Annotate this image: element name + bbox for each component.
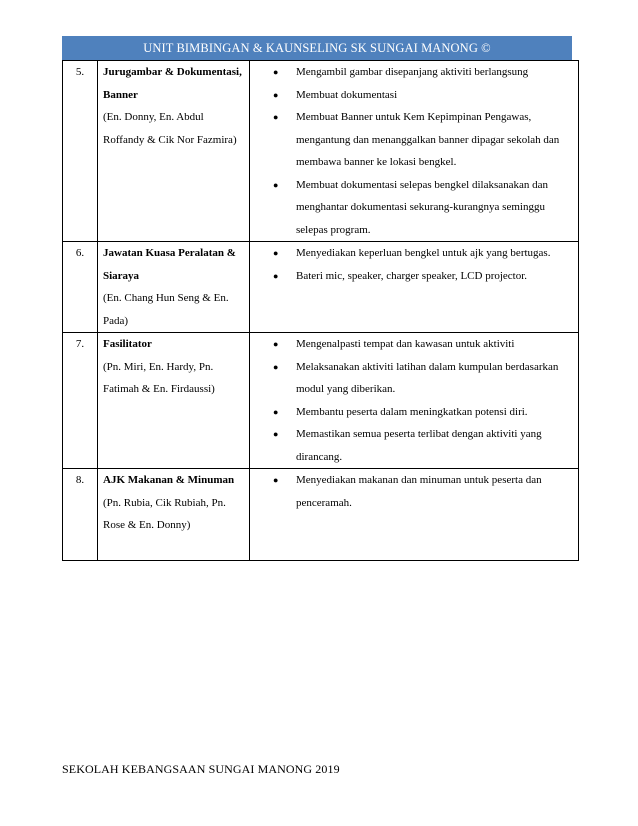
bullet-icon: ● <box>273 179 279 190</box>
task-text: Bateri mic, speaker, charger speaker, LCD projector. <box>296 269 528 282</box>
task-text: Menyediakan makanan dan minuman untuk peserta dan penceramah. <box>296 474 542 509</box>
bullet-icon: ● <box>273 67 279 77</box>
role-title: Jurugambar & Dokumentasi, Banner <box>103 66 242 101</box>
list-item <box>250 174 572 242</box>
role-people: (Pn. Rubia, Cik Rubiah, Pn. Rose & En. Donny) <box>103 496 226 531</box>
task-text: Menyediakan keperluan bengkel untuk ajk yang bertugas. <box>296 247 551 259</box>
table-row <box>63 469 579 561</box>
task-list <box>250 469 572 514</box>
task-text: Membuat Banner untuk Kem Kepimpinan Pengawas, mengantung dan menanggalkan banner dipagar sekolah dan membawa banner ke lokasi bengkel. <box>296 111 560 168</box>
task-text: Membuat dokumentasi <box>296 88 398 101</box>
bullet-icon: ● <box>273 475 279 485</box>
task-text: Memastikan semua peserta terlibat dengan aktiviti yang dirancang. <box>296 428 542 463</box>
list-item <box>250 106 572 174</box>
role-people: (Pn. Miri, En. Hardy, Pn. Fatimah & En. Firdaussi) <box>103 360 215 395</box>
list-item <box>250 333 572 356</box>
list-item <box>250 84 572 107</box>
bullet-icon: ● <box>273 89 279 100</box>
tasks-cell <box>250 469 579 561</box>
row-number: 8. <box>63 469 98 561</box>
task-list <box>250 61 572 241</box>
list-item <box>250 401 572 424</box>
task-list <box>250 333 572 468</box>
task-list <box>250 242 572 287</box>
row-number: 5. <box>63 61 98 242</box>
task-text: Mengenalpasti tempat dan kawasan untuk aktiviti <box>296 338 515 350</box>
page-footer: SEKOLAH KEBANGSAAN SUNGAI MANONG 2019 <box>62 762 340 776</box>
task-text: Membantu peserta dalam meningkatkan potensi diri. <box>296 405 528 418</box>
bullet-icon: ● <box>273 112 279 122</box>
tasks-cell <box>250 333 579 469</box>
role-cell <box>98 242 250 333</box>
tasks-cell <box>250 242 579 333</box>
bullet-icon: ● <box>273 248 279 258</box>
tasks-cell <box>250 61 579 242</box>
task-text: Membuat dokumentasi selepas bengkel dilaksanakan dan menghantar dokumentasi sekurang-kurangnya seminggu selepas program. <box>296 178 549 236</box>
role-people: (En. Chang Hun Seng & En. Pada) <box>103 292 229 327</box>
list-item <box>250 356 572 401</box>
role-cell <box>98 61 250 242</box>
list-item <box>250 423 572 468</box>
bullet-icon: ● <box>273 270 279 281</box>
page-header <box>62 36 572 60</box>
role-people: (En. Donny, En. Abdul Roffandy & Cik Nor Fazmira) <box>103 111 237 146</box>
role-cell <box>98 469 250 561</box>
list-item <box>250 61 572 84</box>
header-title: UNIT BIMBINGAN & KAUNSELING SK SUNGAI MANONG © <box>143 40 491 55</box>
list-item <box>250 242 572 265</box>
row-number: 7. <box>63 333 98 469</box>
bullet-icon: ● <box>273 429 279 439</box>
row-number: 6. <box>63 242 98 333</box>
bullet-icon: ● <box>273 406 279 417</box>
duties-table <box>62 60 579 561</box>
role-title: AJK Makanan & Minuman <box>103 474 235 486</box>
role-title: Fasilitator <box>103 338 152 350</box>
role-cell <box>98 333 250 469</box>
task-text: Mengambil gambar disepanjang aktiviti berlangsung <box>296 66 529 78</box>
table-row <box>63 333 579 469</box>
list-item <box>250 265 572 288</box>
bullet-icon: ● <box>273 339 279 349</box>
bullet-icon: ● <box>273 361 279 372</box>
list-item <box>250 469 572 514</box>
task-text: Melaksanakan aktiviti latihan dalam kumpulan berdasarkan modul yang diberikan. <box>296 360 559 395</box>
role-title: Jawatan Kuasa Peralatan & Siaraya <box>103 247 236 282</box>
table-row <box>63 242 579 333</box>
table-row <box>63 61 579 242</box>
